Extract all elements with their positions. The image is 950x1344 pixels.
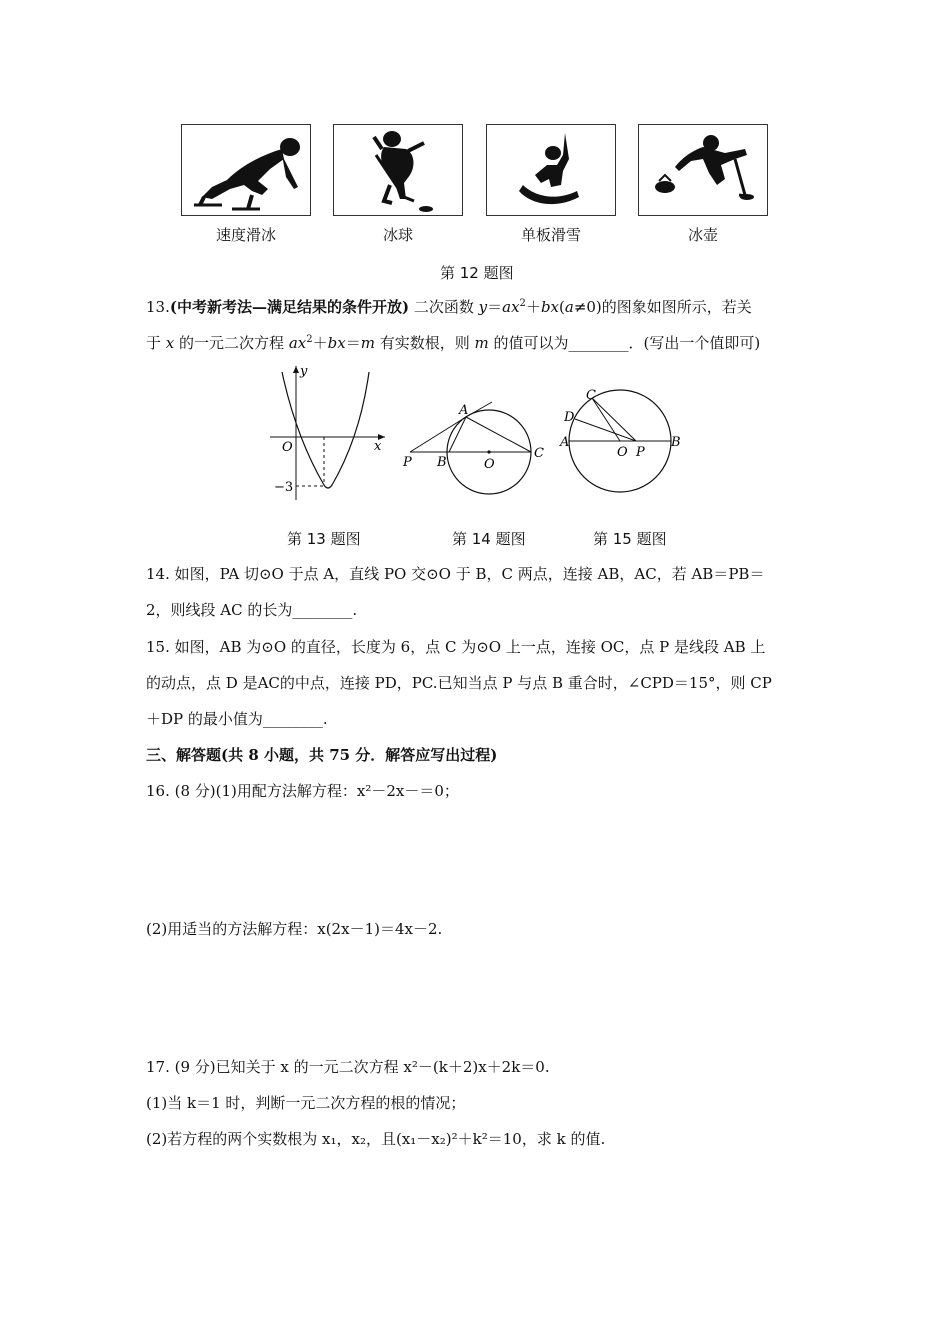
question-tag: (中考新考法—满足结果的条件开放) <box>169 298 410 316</box>
point-A-label: A <box>459 403 469 418</box>
question-number: 13. <box>146 298 170 316</box>
question-text: 的图象如图所示，若关 <box>601 298 752 316</box>
figure-12-caption: 第 12 题图 <box>440 264 514 282</box>
figure-13-caption: 第 13 题图 <box>287 530 361 548</box>
figure-15-caption: 第 15 题图 <box>593 530 667 548</box>
curling-icon <box>639 125 767 215</box>
point-C-label: C <box>586 388 596 403</box>
point-O-label: O <box>484 457 495 472</box>
minus-three-label: −3 <box>274 480 294 495</box>
question-15-line-3: ＋DP 的最小值为________. <box>146 710 328 728</box>
point-C-label: C <box>534 446 544 461</box>
question-17-stem: 17. (9 分)已知关于 x 的一元二次方程 x²－(k＋2)x＋2k＝0. <box>146 1058 550 1076</box>
origin-label: O <box>282 440 293 455</box>
picture-label: 速度滑冰 <box>215 226 276 244</box>
picture-label: 单板滑雪 <box>520 226 581 244</box>
picture-snowboarding <box>486 124 616 216</box>
picture-label: 冰球 <box>382 226 413 244</box>
question-text: 于 <box>146 334 162 352</box>
point-A-label: A <box>560 435 570 450</box>
figure-14-caption: 第 14 题图 <box>452 530 526 548</box>
question-16-part-2: (2)用适当的方法解方程：x(2x－1)＝4x－2. <box>146 920 443 938</box>
point-O-label: O <box>617 445 628 460</box>
question-13-line-2: 于 x 的一元二次方程 $ax^2+bx=m$ 有实数根，则 m 的值可以为________．(写出一个值即可) <box>146 334 761 352</box>
question-text: 有实数根，则 <box>379 334 470 352</box>
speed-skater-icon <box>182 125 310 215</box>
point-B-label: B <box>671 435 681 450</box>
point-D-label: D <box>564 410 575 425</box>
question-16-part-1: 16. (8 分)(1)用配方法解方程：x²－2x－＝0； <box>146 782 459 800</box>
question-17-part-1: (1)当 k＝1 时，判断一元二次方程的根的情况； <box>146 1094 466 1112</box>
question-13-line-1: 13.(中考新考法—满足结果的条件开放) 二次函数 $y=ax^2+bx(a\ne 0)$的图象如图所示，若关 <box>146 298 752 316</box>
question-14-line-2: 2，则线段 AC 的长为________. <box>146 601 358 619</box>
snowboarder-icon <box>487 125 615 215</box>
section-3-heading: 三、解答题(共 8 小题，共 75 分．解答应写出过程) <box>146 746 498 764</box>
ice-hockey-icon <box>334 125 462 215</box>
question-14-line-1: 14. 如图，PA 切⊙O 于点 A，直线 PO 交⊙O 于 B，C 两点，连接 AB，AC，若 AB＝PB＝ <box>146 565 765 583</box>
question-text: 的一元二次方程 <box>179 334 285 352</box>
question-17-part-2: (2)若方程的两个实数根为 x₁，x₂，且(x₁－x₂)²＋k²＝10，求 k 的值. <box>146 1130 606 1148</box>
figure-14-circle-tangent <box>402 402 544 494</box>
figure-13-parabola <box>270 364 385 500</box>
parabola-curve <box>282 372 369 488</box>
picture-curling <box>638 124 768 216</box>
point-B-label: B <box>437 455 447 470</box>
picture-label: 冰壶 <box>687 226 718 244</box>
figures-13-14-15 <box>260 362 710 507</box>
question-15-line-2: 的动点，点 D 是AC的中点，连接 PD，PC.已知当点 P 与点 B 重合时，∠CPD＝15°，则 CP <box>146 674 772 692</box>
y-axis-label: y <box>300 364 308 379</box>
question-text: 的值可以为________．(写出一个值即可) <box>493 334 761 352</box>
point-P-label: P <box>403 455 412 470</box>
picture-ice-hockey <box>333 124 463 216</box>
x-axis-label: x <box>374 439 382 454</box>
question-text: 二次函数 <box>413 298 474 316</box>
picture-speed-skating <box>181 124 311 216</box>
question-15-line-1: 15. 如图，AB 为⊙O 的直径，长度为 6，点 C 为⊙O 上一点，连接 OC，点 P 是线段 AB 上 <box>146 638 766 656</box>
point-P-label: P <box>636 445 645 460</box>
figure-15-circle-diameter <box>559 388 681 492</box>
